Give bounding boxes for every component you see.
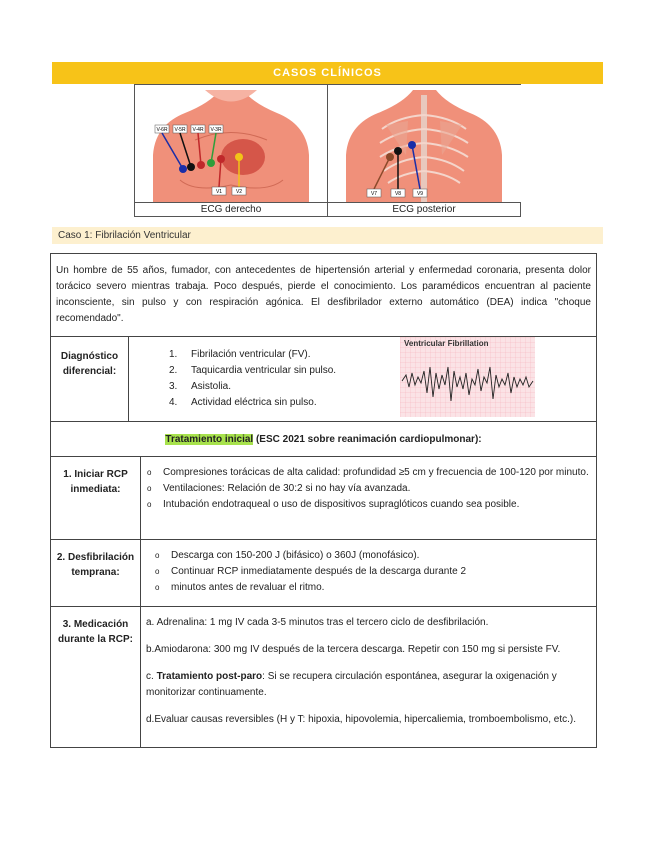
- bullet-icon: o: [147, 468, 152, 477]
- step1-label-line1: 1. Iniciar RCP: [63, 469, 128, 480]
- ecg-lead-images-table: [134, 84, 521, 217]
- step1-list: [147, 465, 593, 513]
- bullet-icon: o: [155, 567, 160, 576]
- section-banner: CASOS CLÍNICOS: [52, 62, 603, 84]
- list-item: 4. Actividad eléctrica sin pulso.: [169, 397, 317, 408]
- lead-label-v4r: V-4R: [192, 127, 204, 133]
- step2-row: [51, 540, 596, 607]
- vf-ecg-title: Ventricular Fibrillation: [404, 339, 489, 348]
- caption-right-ecg: ECG derecho: [135, 203, 328, 217]
- bullet-icon: o: [155, 583, 160, 592]
- electrode: [187, 163, 195, 171]
- right-ecg-illustration: [135, 85, 328, 202]
- caption-posterior-ecg: ECG posterior: [392, 204, 456, 215]
- bullet-icon: o: [147, 484, 152, 493]
- electrode: [207, 159, 215, 167]
- step1-row: [51, 457, 596, 540]
- list-item: o Ventilaciones: Relación de 30:2 si no hay vía avanzada.: [147, 481, 593, 497]
- diagnosis-label-line1: Diagnóstico: [60, 351, 119, 362]
- treatment-heading-rest: (ESC 2021 sobre reanimación cardiopulmonar):: [253, 434, 482, 445]
- differential-list: [169, 347, 399, 411]
- lead-label-v1: V1: [215, 189, 223, 195]
- bullet-icon: o: [147, 500, 152, 509]
- step3-row: [51, 607, 596, 747]
- list-item: o Continuar RCP inmediatamente después de la descarga durante 2: [155, 564, 575, 580]
- vf-ecg-image: [400, 337, 535, 417]
- treatment-heading-highlight: Tratamiento inicial: [165, 434, 254, 445]
- list-item: o Compresiones torácicas de alta calidad: profundidad ≥5 cm y frecuencia de 100-120 por minuto.: [147, 465, 593, 481]
- step3-label-line2: durante la RCP:: [57, 634, 133, 645]
- step2-label: [51, 540, 141, 606]
- case-title: Caso 1: Fibrilación Ventricular: [52, 227, 603, 244]
- medication-item-d: d.Evaluar causas reversibles (H y T: hipoxia, hipovolemia, hipercaliemia, tromboembolismo, etc.).: [146, 714, 576, 725]
- treatment-heading-row: [51, 422, 596, 457]
- lead-label-v6r: V-6R: [156, 127, 168, 133]
- lead-label-v9: V9: [416, 191, 424, 197]
- posterior-ecg-illustration: [328, 85, 521, 202]
- diagnosis-row: [51, 337, 596, 422]
- case-description: Un hombre de 55 años, fumador, con antecedentes de hipertensión arterial y enfermedad coronaria, presenta dolor torácico severo mientras trabaja. Poco después, pierde el conocimiento. Los paramédicos encuentran al paciente inconsciente, sin pulso y con respiración agónica. El desfibrilador externo automático (DEA) indica "choque recomendado".: [51, 254, 596, 337]
- step1-label-line2: inmediata:: [70, 484, 121, 495]
- electrode: [179, 165, 187, 173]
- medication-item-c: c. Tratamiento post-paro: Si se recupera circulación espontánea, asegurar la oxigenación y monitorizar continuamente.: [146, 671, 557, 698]
- case-table: [50, 253, 597, 748]
- image-caption-row: [135, 202, 520, 216]
- electrode: [197, 161, 205, 169]
- step3-label: [51, 607, 141, 747]
- lead-label-v5r: V-5R: [174, 127, 186, 133]
- list-item: 2. Taquicardia ventricular sin pulso.: [169, 365, 337, 376]
- step2-label-line1: 2. Desfibrilación: [56, 552, 135, 563]
- list-item: 1. Fibrilación ventricular (FV).: [169, 349, 311, 360]
- bullet-icon: o: [155, 551, 160, 560]
- list-item: 3. Asistolia.: [169, 381, 232, 392]
- medication-list: [146, 615, 586, 728]
- medication-item-a: a. Adrenalina: 1 mg IV cada 3-5 minutos tras el tercero ciclo de desfibrilación.: [146, 617, 489, 628]
- step2-label-line2: temprana:: [71, 567, 120, 578]
- step1-label: [51, 457, 141, 539]
- step2-list: [155, 548, 575, 596]
- lead-label-v8: V8: [394, 191, 402, 197]
- diagnosis-label: [51, 337, 129, 421]
- diagnosis-label-line2: diferencial:: [62, 366, 117, 377]
- lead-label-v2: V2: [235, 189, 243, 195]
- list-item: o Descarga con 150-200 J (bifásico) o 360J (monofásico).: [155, 548, 575, 564]
- lead-label-v7: V7: [370, 191, 378, 197]
- step3-label-line1: 3. Medicación: [62, 619, 129, 630]
- lead-label-v3r: V-3R: [210, 127, 222, 133]
- medication-item-b: b.Amiodarona: 300 mg IV después de la tercera descarga. Repetir con 150 mg si persiste FV.: [146, 644, 561, 655]
- list-item: o minutos antes de revaluar el ritmo.: [155, 580, 575, 596]
- list-item: o Intubación endotraqueal o uso de dispositivos supraglóticos cuando sea posible.: [147, 497, 593, 513]
